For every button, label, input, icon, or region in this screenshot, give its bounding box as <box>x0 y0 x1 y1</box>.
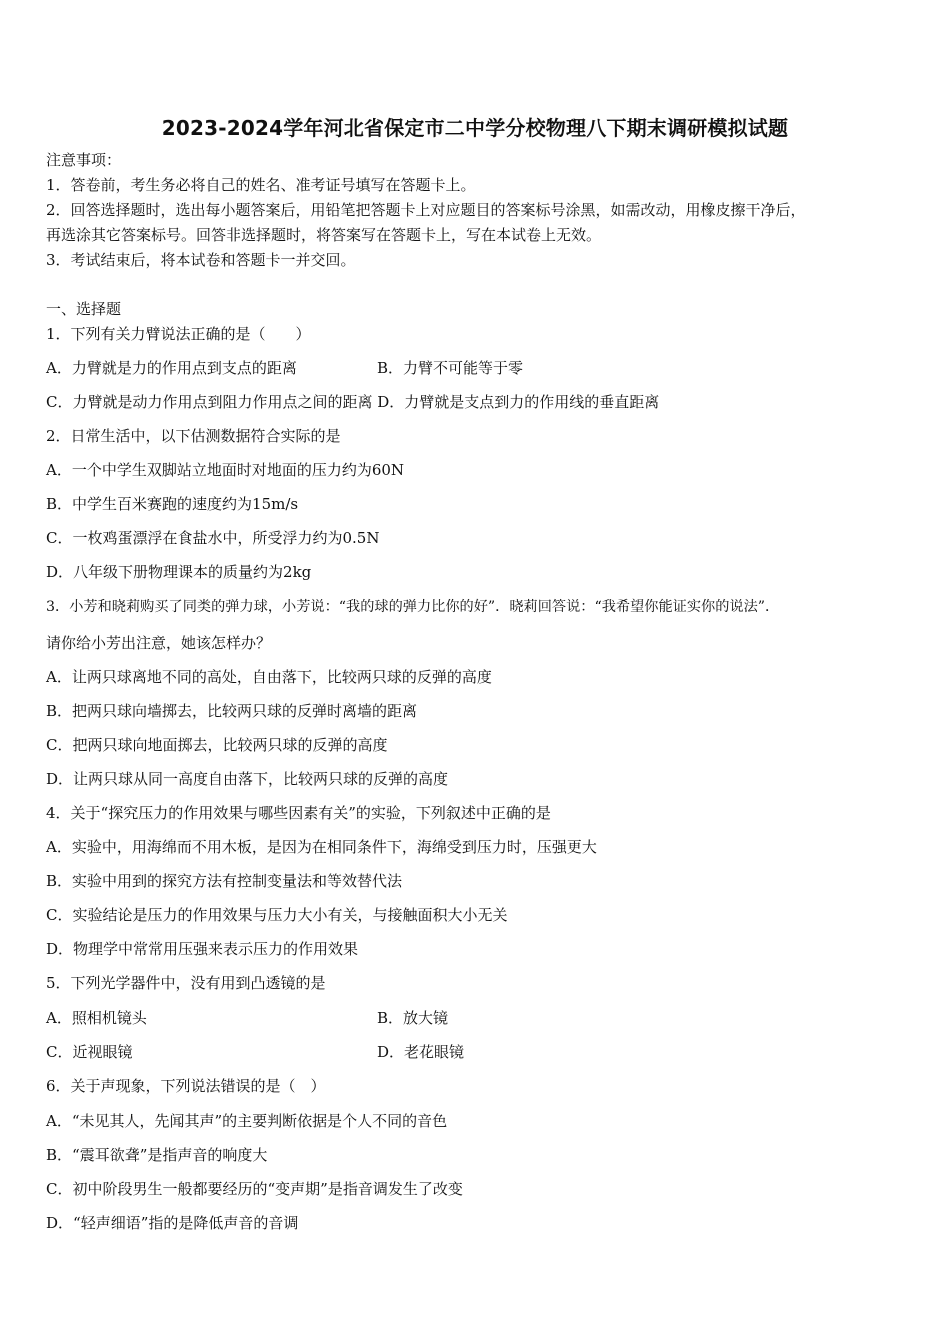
q2-option-b: B．中学生百米赛跑的速度约为15m/s <box>46 495 299 513</box>
q1-stem: 1．下列有关力臂说法正确的是（ ） <box>46 325 311 343</box>
q2-stem: 2．日常生活中，以下估测数据符合实际的是 <box>46 427 341 445</box>
q4-stem: 4．关于“探究压力的作用效果与哪些因素有关”的实验，下列叙述中正确的是 <box>46 804 551 822</box>
q3-option-b: B．把两只球向墙掷去，比较两只球的反弹时离墙的距离 <box>46 702 418 720</box>
q3-option-a: A．让两只球离地不同的高处，自由落下，比较两只球的反弹的高度 <box>46 668 492 686</box>
notice-item-2-cont: 再选涂其它答案标号。回答非选择题时，将答案写在答题卡上，写在本试卷上无效。 <box>46 226 602 244</box>
q6-option-a: A．“未见其人，先闻其声”的主要判断依据是个人不同的音色 <box>46 1112 448 1130</box>
notice-item-3: 3．考试结束后，将本试卷和答题卡一并交回。 <box>46 251 356 269</box>
q5-option-b: B．放大镜 <box>377 1009 449 1027</box>
page-title: 2023-2024学年河北省保定市二中学分校物理八下期末调研模拟试题 <box>161 116 789 140</box>
notice-item-1: 1．答卷前，考生务必将自己的姓名、准考证号填写在答题卡上。 <box>46 176 476 194</box>
q3-stem-2: 请你给小芳出注意，她该怎样办？ <box>46 634 272 652</box>
q2-option-c: C．一枚鸡蛋漂浮在食盐水中，所受浮力约为0.5N <box>46 529 380 547</box>
q6-option-d: D．“轻声细语”指的是降低声音的音调 <box>46 1214 299 1232</box>
q4-option-d: D．物理学中常常用压强来表示压力的作用效果 <box>46 940 359 958</box>
q1-option-a: A．力臂就是力的作用点到支点的距离 <box>46 359 297 377</box>
q3-stem-1: 3．小芳和晓莉购买了同类的弹力球，小芳说：“我的球的弹力比你的好”．晓莉回答说：“我希望你能证实你的说法”． <box>46 599 780 615</box>
q4-option-a: A．实验中，用海绵而不用木板，是因为在相同条件下，海绵受到压力时，压强更大 <box>46 838 597 856</box>
q6-stem: 6．关于声现象，下列说法错误的是（ ） <box>46 1077 326 1095</box>
q5-option-a: A．照相机镜头 <box>46 1009 147 1027</box>
q1-option-b: B．力臂不可能等于零 <box>377 359 524 377</box>
q6-option-b: B．“震耳欲聋”是指声音的响度大 <box>46 1146 268 1164</box>
q5-stem: 5．下列光学器件中，没有用到凸透镜的是 <box>46 974 326 992</box>
notice-heading: 注意事项： <box>46 151 122 169</box>
section-heading: 一、选择题 <box>46 300 122 318</box>
q3-option-c: C．把两只球向地面掷去，比较两只球的反弹的高度 <box>46 736 388 754</box>
q5-option-d: D．老花眼镜 <box>377 1043 465 1061</box>
q4-option-c: C．实验结论是压力的作用效果与压力大小有关，与接触面积大小无关 <box>46 906 508 924</box>
q1-option-cd: C．力臂就是动力作用点到阻力作用点之间的距离 D．力臂就是支点到力的作用线的垂直距离 <box>46 393 660 411</box>
q6-option-c: C．初中阶段男生一般都要经历的“变声期”是指音调发生了改变 <box>46 1180 463 1198</box>
q5-option-c: C．近视眼镜 <box>46 1043 133 1061</box>
q2-option-d: D．八年级下册物理课本的质量约为2kg <box>46 563 312 581</box>
q4-option-b: B．实验中用到的探究方法有控制变量法和等效替代法 <box>46 872 403 890</box>
q3-option-d: D．让两只球从同一高度自由落下，比较两只球的反弹的高度 <box>46 770 449 788</box>
notice-item-2: 2．回答选择题时，选出每小题答案后，用铅笔把答题卡上对应题目的答案标号涂黑，如需改动，用橡皮擦干净后， <box>46 201 806 219</box>
q2-option-a: A．一个中学生双脚站立地面时对地面的压力约为60N <box>46 461 405 479</box>
